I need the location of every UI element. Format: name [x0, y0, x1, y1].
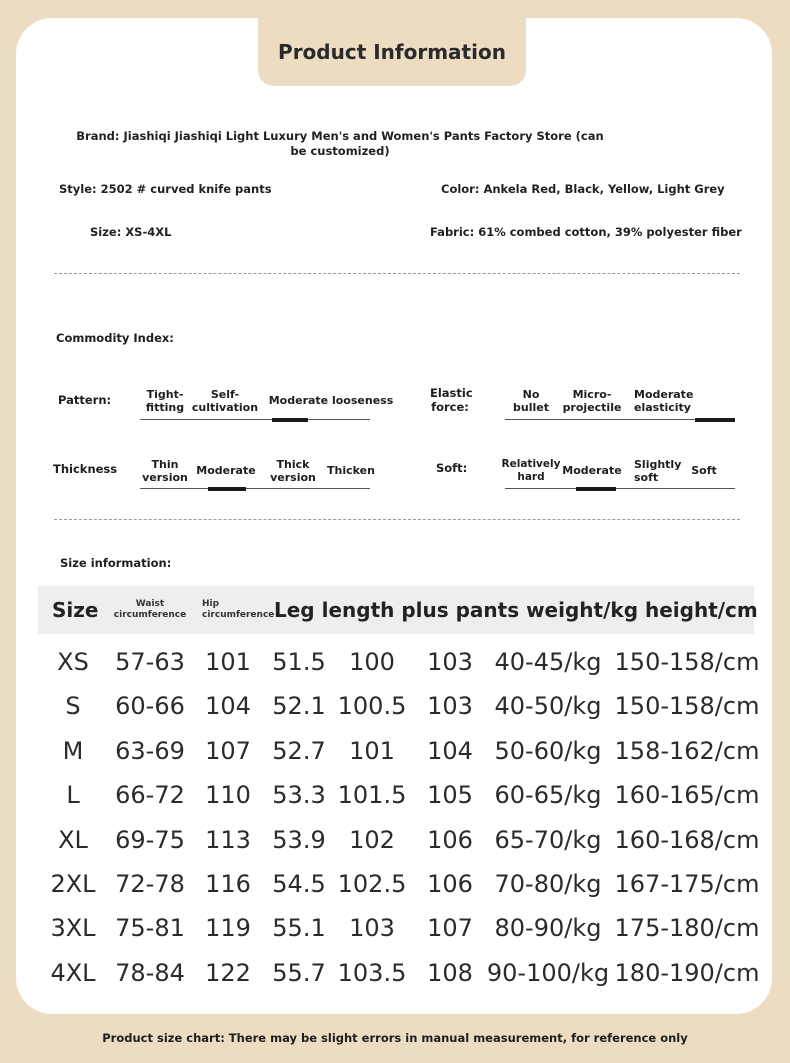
- pattern-scale: [140, 419, 370, 420]
- cell-leg-length: 54.5: [272, 870, 326, 898]
- cell-waist: 75-81: [115, 914, 185, 943]
- divider: [54, 519, 740, 520]
- cell-height: 160-165/cm: [614, 781, 760, 810]
- cell-weight: 65-70/kg: [494, 825, 602, 854]
- cell-height: 160-168/cm: [614, 825, 760, 854]
- cell-weight: 40-50/kg: [494, 692, 602, 721]
- cell-pants: 102: [349, 825, 395, 854]
- page-title: Product Information: [258, 18, 526, 86]
- pattern-label: Pattern:: [58, 393, 112, 407]
- cell-weight: 90-100/kg: [486, 958, 610, 987]
- thickness-option: Thick version: [270, 458, 316, 484]
- soft-option: Relatively hard: [501, 458, 561, 483]
- cell-waist: 72-78: [115, 870, 185, 898]
- cell-hip: 113: [205, 825, 251, 854]
- cell-pants: 101.5: [337, 781, 407, 810]
- thickness-option-selected: Moderate: [196, 464, 256, 477]
- pattern-option: Tight-fitting: [145, 388, 185, 414]
- cell-height: 167-175/cm: [614, 870, 760, 898]
- table-row: [0, 959, 790, 999]
- cell-waist: 63-69: [115, 736, 185, 765]
- cell-pants: 101: [349, 736, 395, 765]
- pattern-option: Self-cultivation: [191, 388, 259, 414]
- cell-leg-length: 55.1: [272, 914, 326, 943]
- cell-hip: 122: [205, 958, 251, 987]
- cell-height: 150-158/cm: [614, 648, 760, 676]
- header-size: Size: [52, 598, 99, 622]
- cell-weight: 70-80/kg: [494, 870, 602, 898]
- cell-number: 103: [427, 648, 473, 676]
- cell-number: 106: [427, 870, 473, 898]
- divider: [54, 273, 740, 274]
- elastic-option: No bullet: [513, 388, 549, 414]
- soft-option: Soft: [691, 464, 717, 477]
- table-row: [0, 870, 790, 910]
- cell-hip: 119: [205, 914, 251, 943]
- cell-number: 104: [427, 736, 473, 765]
- table-row: [0, 737, 790, 777]
- cell-waist: 66-72: [115, 781, 185, 810]
- soft-scale: [505, 488, 735, 489]
- soft-label: Soft:: [436, 461, 468, 475]
- cell-pants: 100.5: [337, 692, 407, 721]
- table-row: [0, 692, 790, 732]
- cell-pants: 100: [349, 648, 395, 676]
- size-information-heading: Size information:: [60, 556, 172, 570]
- cell-leg-length: 55.7: [272, 958, 326, 987]
- cell-number: 106: [427, 825, 473, 854]
- cell-height: 180-190/cm: [614, 958, 760, 987]
- fabric-text: Fabric: 61% combed cotton, 39% polyester fiber: [430, 225, 742, 239]
- cell-weight: 60-65/kg: [494, 781, 602, 810]
- cell-size: 4XL: [50, 958, 96, 987]
- cell-leg-length: 51.5: [272, 648, 326, 676]
- brand-text: Brand: Jiashiqi Jiashiqi Light Luxury Men's and Women's Pants Factory Store (can be customized): [76, 129, 604, 158]
- cell-hip: 107: [205, 736, 251, 765]
- cell-number: 103: [427, 692, 473, 721]
- cell-hip: 110: [205, 781, 251, 810]
- soft-option-selected: Moderate: [562, 464, 622, 477]
- cell-leg-length: 53.9: [272, 825, 326, 854]
- header-hip: Hip circumference: [202, 599, 275, 620]
- size-range-text: Size: XS-4XL: [90, 225, 172, 239]
- elastic-label: Elastic force:: [430, 386, 473, 414]
- cell-size: 2XL: [50, 870, 96, 898]
- cell-size: XL: [58, 825, 88, 854]
- header-waist: Waist circumference: [113, 599, 187, 620]
- thickness-marker: [208, 487, 246, 491]
- cell-waist: 57-63: [115, 648, 185, 676]
- cell-size: M: [62, 736, 84, 765]
- cell-number: 108: [427, 958, 473, 987]
- cell-size: L: [66, 781, 80, 810]
- cell-number: 107: [427, 914, 473, 943]
- thickness-option: Thin version: [142, 458, 188, 484]
- cell-height: 158-162/cm: [614, 736, 760, 765]
- cell-size: 3XL: [50, 914, 96, 943]
- footer-note: Product size chart: There may be slight errors in manual measurement, for reference only: [102, 1031, 688, 1045]
- cell-waist: 69-75: [115, 825, 185, 854]
- cell-pants: 103: [349, 914, 395, 943]
- thickness-scale: [140, 488, 370, 489]
- thickness-option: Thicken: [327, 464, 375, 477]
- cell-leg-length: 52.7: [272, 736, 326, 765]
- cell-size: XS: [57, 648, 89, 676]
- pattern-marker: [272, 418, 308, 422]
- soft-option: Slightly soft: [634, 458, 682, 484]
- cell-waist: 78-84: [115, 958, 185, 987]
- cell-weight: 50-60/kg: [494, 736, 602, 765]
- table-row: [0, 648, 790, 688]
- color-text: Color: Ankela Red, Black, Yellow, Light Grey: [441, 182, 725, 196]
- soft-marker: [576, 487, 616, 491]
- cell-weight: 40-45/kg: [494, 648, 602, 676]
- style-text: Style: 2502 # curved knife pants: [59, 182, 272, 196]
- cell-leg-length: 52.1: [272, 692, 326, 721]
- elastic-option: Micro-projectile: [562, 388, 622, 414]
- cell-pants: 103.5: [337, 958, 407, 987]
- table-row: [0, 914, 790, 954]
- table-row: [0, 781, 790, 821]
- commodity-index-heading: Commodity Index:: [56, 331, 174, 345]
- cell-hip: 104: [205, 692, 251, 721]
- cell-leg-length: 53.3: [272, 781, 326, 810]
- cell-weight: 80-90/kg: [494, 914, 602, 943]
- pattern-option-selected: Moderate looseness: [268, 394, 394, 407]
- table-row: [0, 826, 790, 866]
- cell-height: 150-158/cm: [614, 692, 760, 721]
- thickness-label: Thickness: [53, 462, 118, 476]
- elastic-option-selected: Moderate elasticity: [634, 388, 694, 414]
- cell-height: 175-180/cm: [614, 914, 760, 943]
- cell-hip: 116: [205, 870, 251, 898]
- header-rest: Leg length plus pants weight/kg height/cm: [274, 598, 758, 622]
- cell-pants: 102.5: [337, 870, 407, 898]
- cell-size: S: [65, 692, 81, 721]
- elastic-marker: [695, 418, 735, 422]
- cell-waist: 60-66: [115, 692, 185, 721]
- cell-hip: 101: [205, 648, 251, 676]
- cell-number: 105: [427, 781, 473, 810]
